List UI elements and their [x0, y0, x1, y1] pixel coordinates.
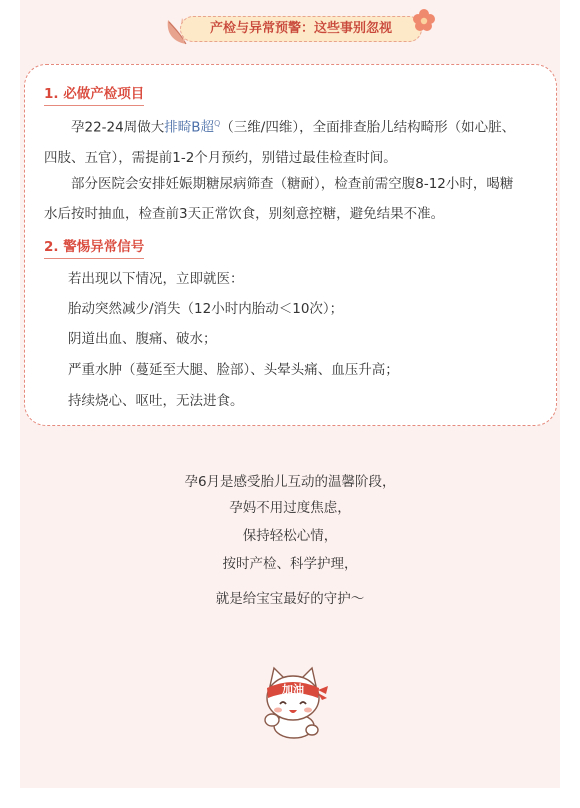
- closing-line: 按时产检、科学护理，: [222, 556, 358, 572]
- checkup-paragraph-ultrasound: [44, 109, 520, 173]
- closing-line: 保持轻松心情，: [242, 528, 338, 544]
- section-heading-warnings: 2. 警惕异常信号: [44, 235, 144, 259]
- page-title: 产检与异常预警：这些事别忽视: [180, 16, 422, 42]
- cheering-cat-mascot: [256, 664, 330, 740]
- title-banner: [0, 10, 580, 50]
- closing-line: 孕妈不用过度焦虑，: [229, 500, 351, 516]
- warning-item: 持续烧心、呕吐，无法进食。: [68, 393, 244, 409]
- warning-item: 阴道出血、腹痛、破水；: [68, 331, 217, 347]
- ultrasound-text-before: 孕22-24周做大: [71, 119, 165, 136]
- closing-line: 孕6月是感受胎儿互动的温馨阶段，: [184, 474, 396, 490]
- headband-label: 加油: [282, 683, 304, 696]
- search-icon[interactable]: Q: [214, 119, 221, 128]
- warning-item: 胎动突然减少/消失（12小时内胎动＜10次）；: [68, 301, 344, 317]
- checkup-paragraph-glucose: 部分医院会安排妊娠期糖尿病筛查（糖耐），检查前需空腹8-12小时，喝糖水后按时抽血，检查前3天正常饮食，别刻意控糖，避免结果不准。: [44, 176, 514, 222]
- ultrasound-text-after: （三维/四维），全面排查胎儿结构畸形（如心脏、四肢、五官），需提前1-2个月预约，别错过最佳检查时间。: [44, 119, 516, 166]
- flower-icon: [410, 6, 438, 34]
- section-heading-checkups: 1. 必做产检项目: [44, 82, 144, 106]
- closing-line: 就是给宝宝最好的守护～: [215, 591, 365, 607]
- warning-item: 严重水肿（蔓延至大腿、脸部）、头晕头痛、血压升高；: [68, 362, 399, 378]
- warning-intro: 若出现以下情况，立即就医：: [68, 271, 244, 287]
- ultrasound-link[interactable]: 排畸B超: [164, 119, 214, 136]
